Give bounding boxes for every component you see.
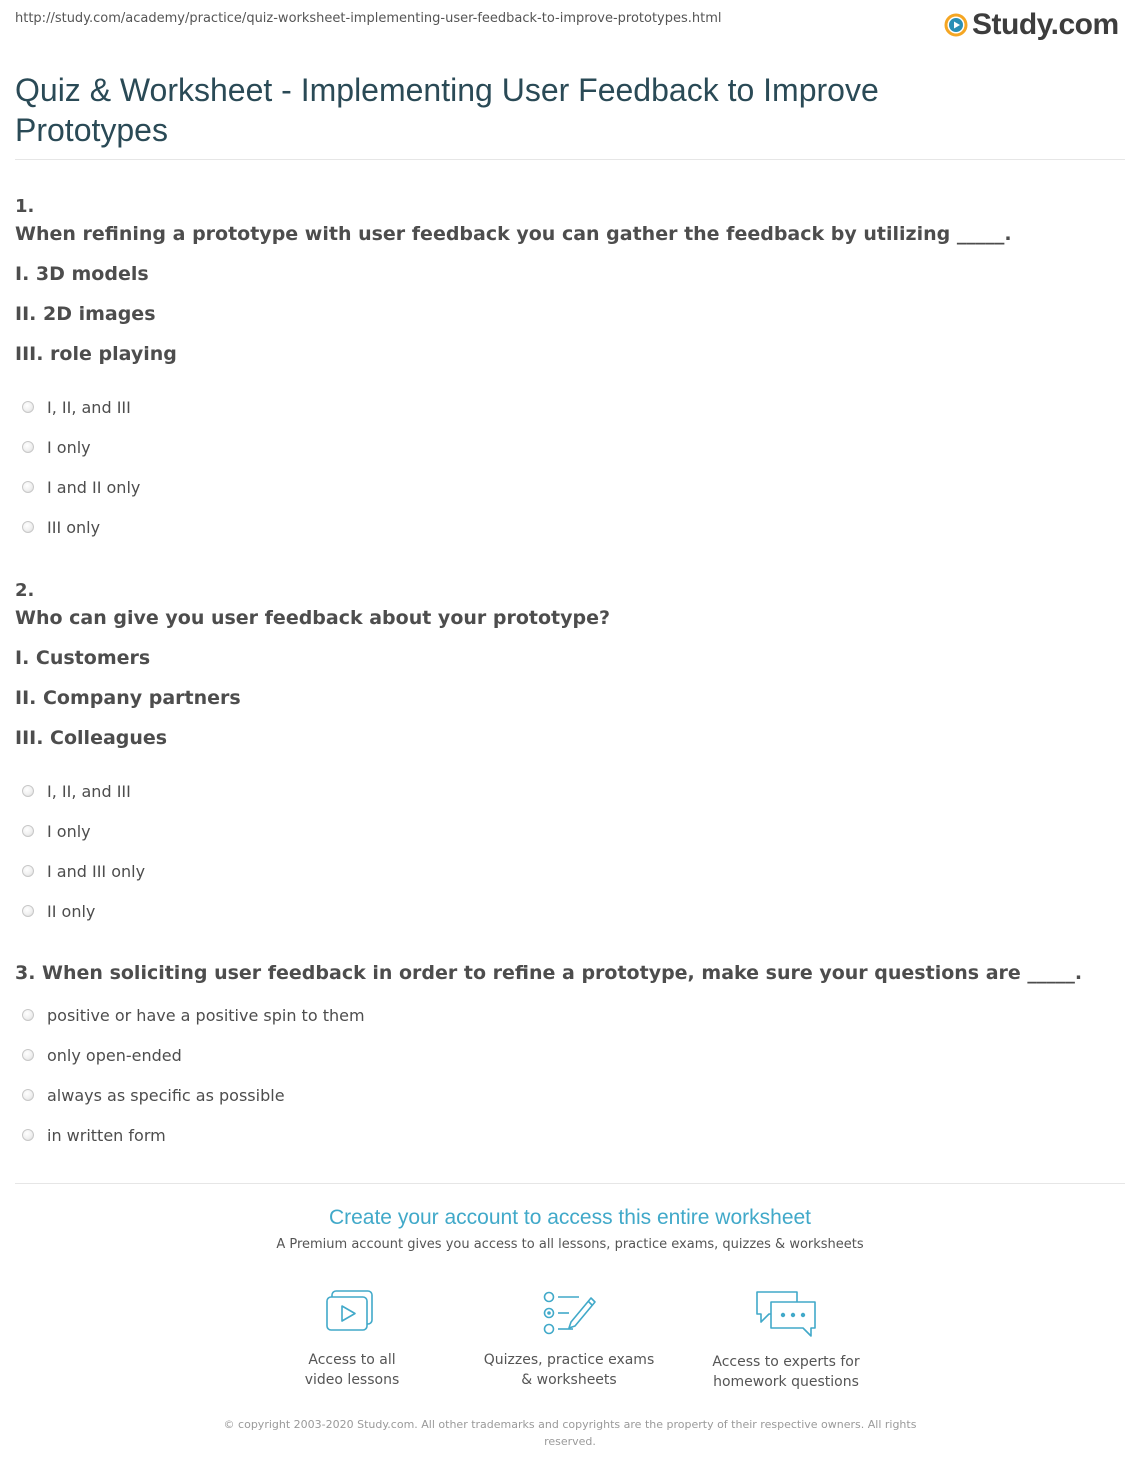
answer-label: in written form	[47, 1125, 166, 1145]
answer-option[interactable]	[22, 1044, 182, 1066]
answer-label: II only	[47, 901, 96, 921]
logo-text: Study.com	[972, 8, 1119, 41]
video-lessons-icon	[324, 1288, 380, 1338]
answer-option[interactable]	[22, 860, 145, 882]
radio-button[interactable]	[22, 905, 34, 917]
answer-option[interactable]	[22, 780, 131, 802]
chat-bubbles-icon	[753, 1288, 819, 1340]
answer-option[interactable]	[22, 436, 91, 458]
radio-button[interactable]	[22, 1089, 34, 1101]
question-number: 1.	[15, 196, 35, 217]
feature-label: Quizzes, practice exams & worksheets	[483, 1352, 655, 1388]
question-text: Who can give you user feedback about your prototype?	[15, 607, 611, 629]
question-text: 3. When soliciting user feedback in order to refine a prototype, make sure your questions are _____.	[15, 962, 1083, 984]
answer-option[interactable]	[22, 1004, 365, 1026]
question-number: 2.	[15, 580, 35, 601]
copyright-notice: © copyright 2003-2020 Study.com. All other trademarks and copyrights are the property of their respective owners. All rights reserved.	[223, 1418, 917, 1448]
answer-option[interactable]	[22, 476, 140, 498]
answer-option[interactable]	[22, 1124, 166, 1146]
answer-option[interactable]	[22, 396, 131, 418]
radio-button[interactable]	[22, 521, 34, 533]
answer-option[interactable]	[22, 900, 95, 922]
answer-label: positive or have a positive spin to them	[47, 1005, 365, 1025]
cta-subtitle: A Premium account gives you access to all lessons, practice exams, quizzes & worksheets	[276, 1237, 864, 1252]
radio-button[interactable]	[22, 1129, 34, 1141]
radio-button[interactable]	[22, 1049, 34, 1061]
answer-label: I only	[47, 437, 91, 457]
answer-label: always as specific as possible	[47, 1085, 285, 1105]
answer-option[interactable]	[22, 820, 91, 842]
question-text: When refining a prototype with user feedback you can gather the feedback by utilizing _____.	[15, 223, 1012, 245]
quiz-checklist-icon	[539, 1288, 599, 1338]
statement: III. role playing	[15, 343, 177, 365]
answer-label: I and III only	[47, 861, 146, 881]
radio-button[interactable]	[22, 785, 34, 797]
page-title: Quiz & Worksheet - Implementing User Feedback to Improve Prototypes	[15, 72, 879, 148]
feature-label: Access to experts for homework questions	[712, 1354, 860, 1390]
statement: II. Company partners	[15, 687, 241, 709]
radio-button[interactable]	[22, 1009, 34, 1021]
answer-label: only open-ended	[47, 1045, 182, 1065]
statement: II. 2D images	[15, 303, 156, 325]
statement: I. Customers	[15, 647, 151, 669]
answer-label: I, II, and III	[47, 781, 131, 801]
feature-experts	[686, 1288, 886, 1392]
answer-label: I and II only	[47, 477, 141, 497]
radio-button[interactable]	[22, 401, 34, 413]
feature-video-lessons	[252, 1288, 452, 1390]
feature-quizzes	[469, 1288, 669, 1390]
statement: I. 3D models	[15, 263, 149, 285]
radio-button[interactable]	[22, 481, 34, 493]
answer-label: III only	[47, 517, 101, 537]
statement: III. Colleagues	[15, 727, 168, 749]
study-logo[interactable]	[944, 5, 1119, 45]
play-circle-icon	[944, 13, 968, 37]
radio-button[interactable]	[22, 825, 34, 837]
answer-option[interactable]	[22, 1084, 285, 1106]
answer-label: I only	[47, 821, 91, 841]
radio-button[interactable]	[22, 865, 34, 877]
cta-divider	[15, 1183, 1125, 1184]
title-divider	[15, 159, 1125, 160]
answer-label: I, II, and III	[47, 397, 131, 417]
feature-label: Access to all video lessons	[304, 1352, 400, 1388]
answer-option[interactable]	[22, 516, 100, 538]
page-url: http://study.com/academy/practice/quiz-worksheet-implementing-user-feedback-to-improve-prototypes.html	[15, 11, 722, 26]
create-account-link[interactable]: Create your account to access this entire worksheet	[328, 1206, 812, 1229]
radio-button[interactable]	[22, 441, 34, 453]
